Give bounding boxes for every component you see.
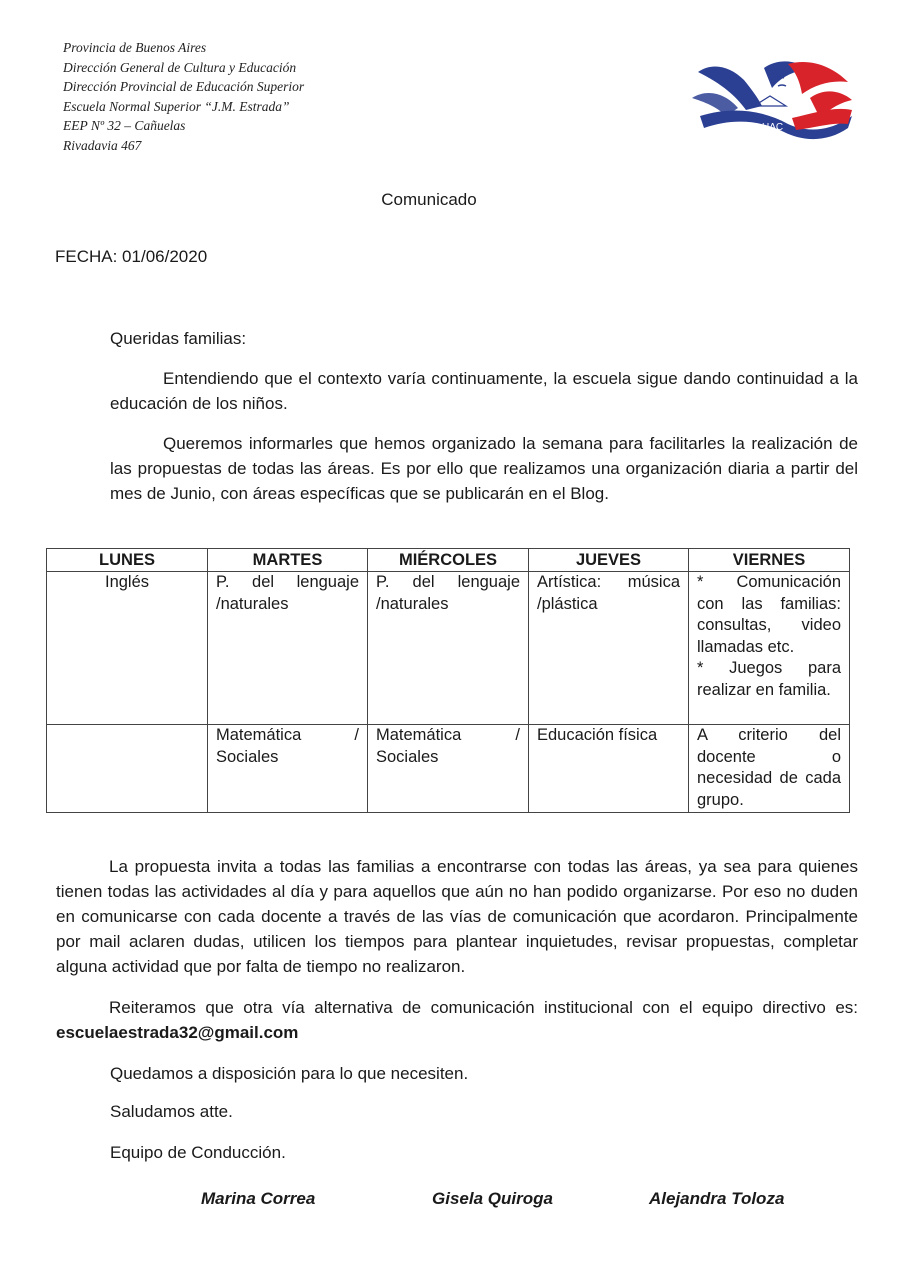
paragraph-4 [56, 995, 858, 1045]
viernes-item: * Comunicación con las familias: consultas, video llamadas etc. [697, 573, 841, 656]
header-line: Rivadavia 467 [63, 137, 142, 153]
table-header-row [47, 549, 850, 572]
paragraph-3: La propuesta invita a todas las familias a encontrarse con todas las áreas, ya sea para quienes tienen todas las actividades al día y para aquellos que aún no han podido organizarse. Por eso no duden en comunicarse con cada docente a través de las vías de comunicación que acordaron. Principalmente por mail aclaren dudas, utilicen los tiempos para plantear inquietudes, revisar propuestas, completar alguna actividad que por falta de tiempo no realizaron. [56, 857, 858, 976]
header-line: Provincia de Buenos Aires [63, 40, 207, 55]
closing-line: Saludamos atte. [110, 1102, 233, 1121]
document-title: Comunicado [381, 190, 477, 209]
viernes-item: * Juegos para realizar en familia. [697, 659, 841, 699]
cell-viernes: A criterio del docente o necesidad de cada grupo. [689, 725, 850, 813]
table-row [47, 572, 850, 725]
contact-email[interactable]: escuelaestrada32@gmail.com [56, 1023, 299, 1042]
signature: Marina Correa [201, 1189, 316, 1208]
weekly-schedule-table [46, 548, 850, 813]
cell-martes: P. del lenguaje /naturales [208, 572, 368, 725]
logo-text: UAC [762, 122, 784, 133]
closing-line: Quedamos a disposición para lo que necesiten. [110, 1064, 469, 1083]
header-miercoles: MIÉRCOLES [368, 549, 529, 572]
cell-martes: Matemática / Sociales [208, 725, 368, 813]
header-line: Escuela Normal Superior “J.M. Estrada” [63, 98, 290, 114]
header-line: EEP Nº 32 – Cañuelas [63, 118, 186, 134]
cell-miercoles: P. del lenguaje /naturales [368, 572, 529, 725]
cell-lunes: Inglés [47, 572, 208, 725]
header-line: Dirección General de Cultura y Educación [63, 59, 297, 75]
header-jueves: JUEVES [529, 549, 689, 572]
cell-jueves: Artística: música /plástica [529, 572, 689, 725]
header-line: Dirección Provincial de Educación Superior [63, 79, 305, 95]
header-martes: MARTES [208, 549, 368, 572]
header-viernes: VIERNES [689, 549, 850, 572]
contact-text: Reiteramos que otra vía alternativa de comunicación institucional con el equipo directivo es: [109, 998, 858, 1017]
paragraph-2: Queremos informarles que hemos organizado la semana para facilitarles la realización de las propuestas de todas las áreas. Es por ello que realizamos una organización diaria a partir del mes de Junio, con áreas específicas que se publicarán en el Blog. [110, 434, 858, 503]
signature: Alejandra Toloza [649, 1189, 785, 1208]
paragraph-1: Entendiendo que el contexto varía continuamente, la escuela sigue dando continuidad a la educación de los niños. [110, 369, 858, 413]
table-row [47, 725, 850, 813]
cell-lunes [47, 725, 208, 813]
cell-viernes [689, 572, 850, 725]
letterhead [63, 38, 308, 156]
closing-line: Equipo de Conducción. [110, 1143, 286, 1162]
school-logo [692, 58, 854, 142]
signature: Gisela Quiroga [432, 1189, 553, 1208]
greeting: Queridas familias: [110, 329, 247, 348]
cell-jueves: Educación física [529, 725, 689, 813]
date-line: FECHA: 01/06/2020 [55, 247, 208, 266]
header-lunes: LUNES [47, 549, 208, 572]
cell-miercoles: Matemática / Sociales [368, 725, 529, 813]
